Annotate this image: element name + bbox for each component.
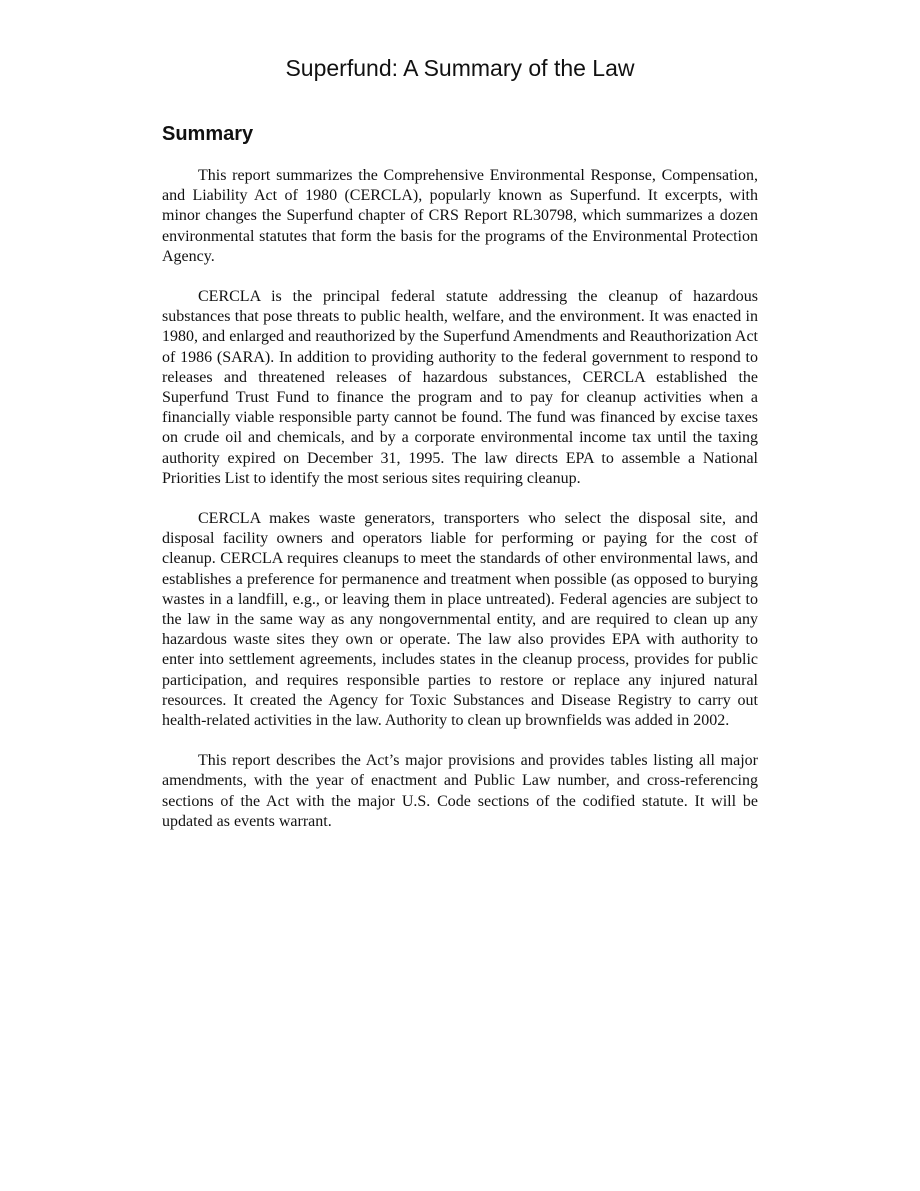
summary-body (162, 166, 758, 852)
paragraph-cercla-overview: CERCLA is the principal federal statute addressing the cleanup of hazardous substances that pose threats to public health, welfare, and the environment. It was enacted in 1980, and enlarged and reauthorized by the Superfund Amendments and Reauthorization Act of 1986 (SARA). In addition to providing authority to the federal government to respond to releases and threatened releases of hazardous substances, CERCLA established the Superfund Trust Fund to finance the program and to pay for cleanup activities when a financially viable responsible party cannot be found. The fund was financed by excise taxes on crude oil and chemicals, and by a corporate environmental income tax until the taxing authority expired on December 31, 1995. The law directs EPA to assemble a National Priorities List to identify the most serious sites requiring cleanup. (162, 288, 758, 487)
paragraph-report-scope: This report describes the Act’s major provisions and provides tables listing all major amendments, with the year of enactment and Public Law number, and cross-referencing sections of the Act with the major U.S. Code sections of the codified statute. It will be updated as events warrant. (162, 752, 758, 830)
section-heading-summary: Summary (162, 123, 254, 145)
document-title: Superfund: A Summary of the Law (285, 55, 635, 81)
paragraph-liability: CERCLA makes waste generators, transporters who select the disposal site, and disposal facility owners and operators liable for performing or paying for the cost of cleanup. CERCLA requires cleanups to meet the standards of other environmental laws, and establishes a preference for permanence and treatment when possible (as opposed to burying wastes in a landfill, e.g., or leaving them in place untreated). Federal agencies are subject to the law in the same way as any nongovernmental entity, and are required to clean up any hazardous waste sites they own or operate. The law also provides EPA with authority to enter into settlement agreements, includes states in the cleanup process, provides for public participation, and requires responsible parties to restore or replace any injured natural resources. It created the Agency for Toxic Substances and Disease Registry to carry out health-related activities in the law. Authority to clean up brownfields was added in 2002. (162, 510, 758, 730)
paragraph-intro: This report summarizes the Comprehensive Environmental Response, Compensation, and Liability Act of 1980 (CERCLA), popularly known as Superfund. It excerpts, with minor changes the Superfund chapter of CRS Report RL30798, which summarizes a dozen environmental statutes that form the basis for the programs of the Environmental Protection Agency. (162, 167, 758, 265)
